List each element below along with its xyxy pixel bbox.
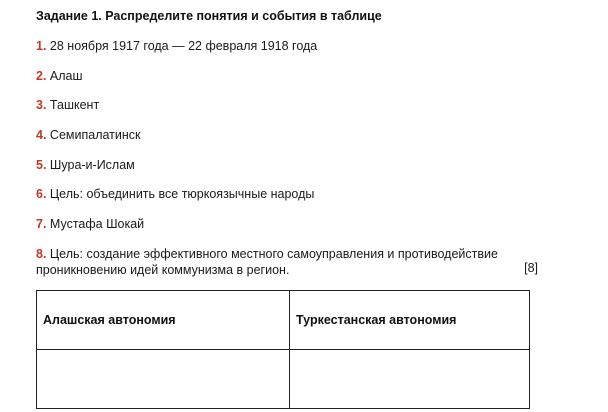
item-text: Мустафа Шокай <box>49 217 145 231</box>
item-text: Алаш <box>49 69 83 83</box>
table-header-turkestan: Туркестанская автономия <box>290 291 530 350</box>
item-number: 7. <box>36 217 47 231</box>
list-item-4 <box>36 128 141 142</box>
item-number: 2. <box>36 69 47 83</box>
list-item-7 <box>36 217 144 231</box>
list-item-6 <box>36 187 314 201</box>
item-text: Семипалатинск <box>49 128 141 142</box>
task-title: Задание 1. Распределите понятия и события в таблице <box>36 9 382 23</box>
marks-label: [8] <box>524 261 538 275</box>
item-text: Ташкент <box>49 98 100 112</box>
list-item-3 <box>36 98 99 112</box>
list-item-1 <box>36 39 317 53</box>
list-item-8 <box>36 246 536 278</box>
item-text: Цель: объединить все тюркоязычные народы <box>49 187 315 201</box>
item-line-1 <box>36 246 536 262</box>
answer-cell-alash[interactable] <box>37 350 290 409</box>
table-header-alash: Алашская автономия <box>37 291 290 350</box>
item-text: Цель: создание эффективного местного самоуправления и противодействие <box>49 247 498 261</box>
table-row <box>37 350 530 409</box>
item-text: 28 ноября 1917 года — 22 февраля 1918 года <box>49 39 318 53</box>
list-item-2 <box>36 69 83 83</box>
list-item-5 <box>36 158 135 172</box>
table-header-row <box>37 291 530 350</box>
item-number: 6. <box>36 187 47 201</box>
answer-table <box>36 290 530 409</box>
answer-cell-turkestan[interactable] <box>290 350 530 409</box>
item-text: Шура-и-Ислам <box>49 158 135 172</box>
item-number: 3. <box>36 98 47 112</box>
item-number: 4. <box>36 128 47 142</box>
item-line-2: проникновению идей коммунизма в регион. <box>36 263 290 277</box>
item-number: 5. <box>36 158 47 172</box>
item-number: 1. <box>36 39 47 53</box>
item-number: 8. <box>36 247 47 261</box>
